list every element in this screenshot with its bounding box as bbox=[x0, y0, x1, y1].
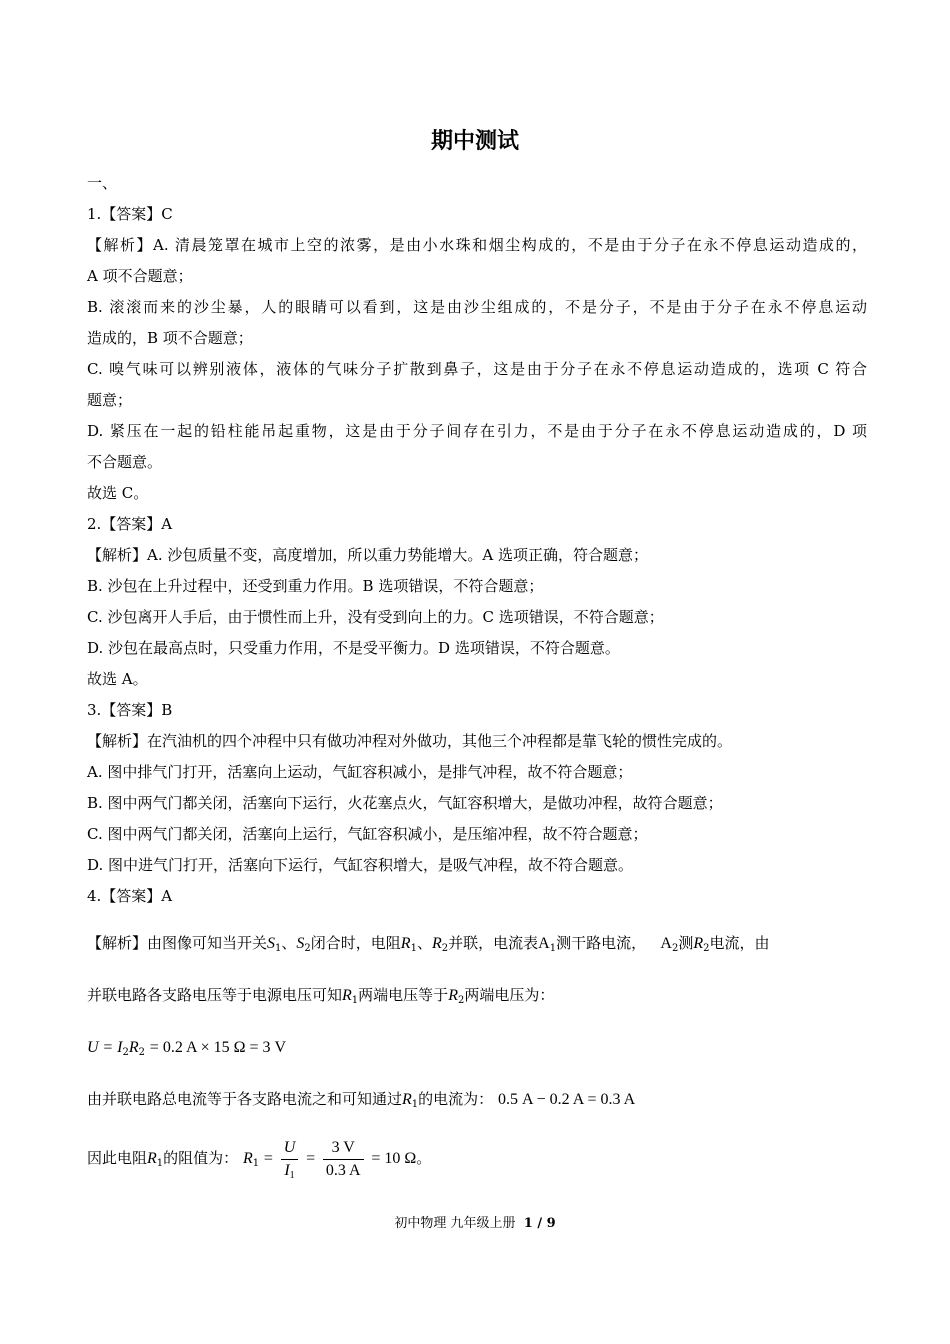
page-number: 1 / 9 bbox=[523, 1216, 556, 1231]
q3-answer: 3.【答案】B bbox=[87, 701, 173, 719]
q2-answer: 2.【答案】A bbox=[87, 515, 173, 533]
q3-option-d: D. 图中进气门打开，活塞向下运行，气缸容积增大，是吸气冲程，故不符合题意。 bbox=[87, 856, 634, 874]
q1-choice: 故选 C。 bbox=[87, 484, 149, 502]
q4-resistance-line: 因此电阻$R_1$的阻值为： $R_1$ = $\frac{U}{I_1}$ = $\frac{3 V}{0.3 A}$ = 10 Ω。 bbox=[87, 1138, 432, 1181]
q3-option-a: A. 图中排气门打开，活塞向上运动，气缸容积减小，是排气冲程，故不符合题意； bbox=[87, 763, 633, 781]
q1-analysis-cont: A 项不合题意； bbox=[87, 267, 193, 285]
page-title: 期中测试 bbox=[430, 129, 519, 154]
answer-content bbox=[87, 168, 867, 1186]
footer-text: 初中物理 九年级上册 bbox=[394, 1216, 516, 1231]
q1-option-d-cont: 不合题意。 bbox=[87, 453, 163, 471]
fraction-values: $\frac{3 V}{0.3 A}$ bbox=[323, 1137, 364, 1182]
q3-option-b: B. 图中两气门都关闭，活塞向下运行，火花塞点火，气缸容积增大，是做功冲程，故符合题意； bbox=[87, 794, 723, 812]
q1-analysis: 【解析】A. 清晨笼罩在城市上空的浓雾，是由小水珠和烟尘构成的，不是由于分子在永不停息运动造成的， bbox=[87, 236, 867, 254]
q2-choice: 故选 A。 bbox=[87, 670, 148, 688]
q3-intro: 【解析】在汽油机的四个冲程中只有做功冲程对外做功，其他三个冲程都是靠飞轮的惯性完成的。 bbox=[87, 732, 733, 750]
q2-option-c: C. 沙包离开人手后，由于惯性而上升，没有受到向上的力。C 选项错误，不符合题意； bbox=[87, 608, 664, 626]
q4-analysis-line2: 并联电路各支路电压等于电源电压可知$R_1$两端电压等于$R_2$两端电压为： bbox=[87, 986, 555, 1006]
fraction-u-over-i: $\frac{U}{I_1}$ bbox=[281, 1137, 299, 1182]
q1-option-b: B. 滚滚而来的沙尘暴，人的眼睛可以看到，这是由沙尘组成的，不是分子，不是由于分子在永不停息运动 bbox=[87, 298, 867, 316]
q1-option-d: D. 紧压在一起的铅柱能吊起重物，这是由于分子间存在引力，不是由于分子在永不停息运动造成的，D 项 bbox=[87, 422, 867, 440]
q1-answer: 1.【答案】C bbox=[87, 205, 173, 223]
q1-option-c-cont: 题意； bbox=[87, 391, 133, 409]
q2-option-a: 【解析】A. 沙包质量不变，高度增加，所以重力势能增大。A 选项正确，符合题意； bbox=[87, 546, 648, 564]
q2-option-b: B. 沙包在上升过程中，还受到重力作用。B 选项错误，不符合题意； bbox=[87, 577, 544, 595]
section-heading: 一、 bbox=[87, 174, 118, 192]
q2-option-d: D. 沙包在最高点时，只受重力作用，不是受平衡力。D 选项错误，不符合题意。 bbox=[87, 639, 620, 657]
q1-option-c: C. 嗅气味可以辨别液体，液体的气味分子扩散到鼻子，这是由于分子在永不停息运动造成的，选项 C 符合 bbox=[87, 360, 867, 378]
q3-option-c: C. 图中两气门都关闭，活塞向上运行，气缸容积减小，是压缩冲程，故不符合题意； bbox=[87, 825, 648, 843]
page-footer bbox=[0, 1212, 950, 1231]
q1-option-b-cont: 造成的，B 项不合题意； bbox=[87, 329, 253, 347]
q4-answer: 4.【答案】A bbox=[87, 887, 173, 905]
q4-current-line: 由并联电路总电流等于各支路电流之和可知通过$R_1$的电流为： 0.5 A − 0.2 A = 0.3 A bbox=[87, 1090, 636, 1110]
q4-voltage-formula: $U = I_2R_2 = 0.2$ A × 15 Ω = 3 V bbox=[87, 1039, 287, 1058]
q4-analysis: 【解析】由图像可知当开关$S_1$、$S_2$闭合时，电阻$R_1$、$R_2$并联，电流表$A_1$测干路电流， $A_2$测$R_2$电流，由 bbox=[87, 934, 770, 954]
